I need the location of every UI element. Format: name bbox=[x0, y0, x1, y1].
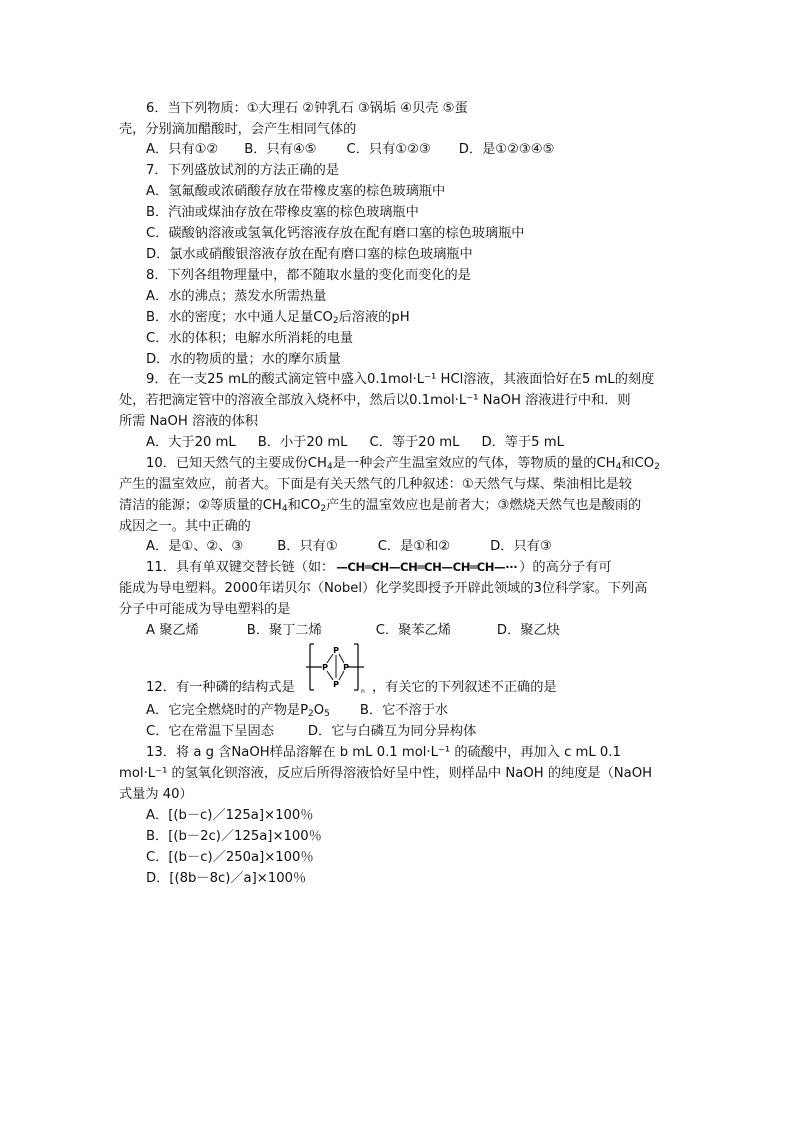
q10-option-a: A．是①、②、③ bbox=[146, 539, 244, 554]
subscript: 2 bbox=[308, 709, 314, 719]
q11-stem-line1 bbox=[146, 557, 612, 578]
q9-option-d: D．等于5 mL bbox=[481, 435, 564, 450]
q7-option-d: D．氯水或硝酸银溶液存放在配有磨口塞的棕色玻璃瓶中 bbox=[146, 247, 473, 262]
q8-option-b bbox=[146, 307, 410, 328]
q13-option-a: A．[(b－c)／125a]×100％ bbox=[146, 808, 314, 823]
q9-option-a: A．大于20 mL bbox=[146, 435, 236, 450]
q10-stem-line2: 产生的温室效应，前者大。下面是有关天然气的几种叙述：①天然气与煤、柴油相比是较 bbox=[119, 477, 632, 492]
q9-options bbox=[146, 432, 564, 453]
q8-option-d: D．水的物质的量；水的摩尔质量 bbox=[146, 352, 341, 367]
q11-option-a: A 聚乙烯 bbox=[146, 623, 199, 638]
q11-options bbox=[146, 620, 560, 641]
text: O bbox=[313, 703, 325, 718]
q13-stem-line1: 13．将 a g 含NaOH样品溶解在 b mL 0.1 mol·L⁻¹ 的硫酸中，再加入 c mL 0.1 bbox=[146, 745, 621, 760]
q6-option-b: B．只有④⑤ bbox=[244, 142, 317, 157]
p-atom-bottom: P bbox=[333, 680, 339, 689]
q6-stem-line2: 壳，分别滴加醋酸时，会产生相同气体的 bbox=[119, 122, 357, 137]
q13-option-b: B．[(b－2c)／125a]×100％ bbox=[146, 829, 322, 844]
q13-stem-line3: 式量为 40） bbox=[119, 787, 193, 802]
text: 10．已知天然气的主要成份CH bbox=[146, 456, 327, 471]
q9-stem-line3: 所需 NaOH 溶液的体积 bbox=[119, 414, 258, 429]
q12-option-c: C．它在常温下呈固态 bbox=[146, 724, 274, 739]
q11-stem-line2: 能成为导电塑料。2000年诺贝尔（Nobel）化学奖即授予开辟此领域的3位科学家。下列高 bbox=[119, 581, 648, 596]
phosphorus-polymer-structure bbox=[306, 642, 366, 694]
q12-stem-a: 12．有一种磷的结构式是 bbox=[146, 680, 295, 695]
q10-option-b: B．只有① bbox=[277, 539, 338, 554]
q12-option-b: B．它不溶于水 bbox=[359, 703, 449, 718]
q8-option-b-text-end: 后溶液的pH bbox=[338, 310, 410, 325]
q10-options bbox=[146, 536, 552, 557]
q10-option-c: C．是①和② bbox=[377, 539, 451, 554]
subscript: 5 bbox=[324, 709, 330, 719]
q12-option-a bbox=[146, 703, 330, 718]
q10-stem-line1 bbox=[146, 453, 660, 474]
q10-option-d: D．只有③ bbox=[490, 539, 552, 554]
q13-option-c: C．[(b－c)／250a]×100％ bbox=[146, 850, 314, 865]
q6-stem-line1: 6．当下列物质：①大理石 ②钟乳石 ③锅垢 ④贝壳 ⑤蛋 bbox=[146, 101, 468, 116]
text: 产生的温室效应也是前者大；③燃烧天然气也是酸雨的 bbox=[326, 498, 642, 513]
text: 和CO bbox=[621, 456, 655, 471]
q9-option-c: C．等于20 mL bbox=[369, 435, 460, 450]
q13-stem-line2: mol·L⁻¹ 的氢氧化钡溶液，反应后所得溶液恰好呈中性，则样品中 NaOH 的纯度是（NaOH bbox=[119, 766, 653, 781]
q8-stem: 8．下列各组物理量中，都不随取水量的变化而变化的是 bbox=[146, 268, 471, 283]
q11-stem-line3: 分子中可能成为导电塑料的是 bbox=[119, 602, 291, 617]
q7-option-c: C．碳酸钠溶液或氢氧化钙溶液存放在配有磨口塞的棕色玻璃瓶中 bbox=[146, 226, 525, 241]
q9-stem-line2: 处，若把滴定管中的溶液全部放入烧杯中，然后以0.1mol·L⁻¹ NaOH 溶液进行中和．则 bbox=[119, 393, 631, 408]
q7-option-a: A．氢氟酸或浓硝酸存放在带橡皮塞的棕色玻璃瓶中 bbox=[146, 184, 446, 199]
p-atom-top: P bbox=[333, 646, 339, 655]
text: ）的高分子有可 bbox=[519, 560, 612, 575]
q8-option-b-text: B．水的密度；水中通人足量CO bbox=[146, 310, 333, 325]
q9-option-b: B．小于20 mL bbox=[257, 435, 348, 450]
q11-option-d: D．聚乙炔 bbox=[496, 623, 560, 638]
subscript: 4 bbox=[615, 462, 622, 472]
subscript: 2 bbox=[654, 462, 660, 472]
q8-option-c: C．水的体积；电解水所消耗的电量 bbox=[146, 331, 354, 346]
text: 是一种会产生温室效应的气体，等物质的量的CH bbox=[332, 456, 616, 471]
q6-option-d: D．是①②③④⑤ bbox=[458, 142, 555, 157]
q8-option-a: A．水的沸点；蒸发水所需热量 bbox=[146, 289, 327, 304]
q6-option-a: A．只有①② bbox=[146, 142, 219, 157]
q11-option-c: C．聚苯乙烯 bbox=[375, 623, 451, 638]
q6-options bbox=[146, 139, 554, 160]
conjugated-chain-formula: —CH═CH—CH═CH—CH═CH—··· bbox=[336, 560, 518, 574]
q11-option-b: B．聚丁二烯 bbox=[246, 623, 322, 638]
subscript: 4 bbox=[326, 462, 333, 472]
subscript: 4 bbox=[281, 504, 288, 514]
q12-options-row1 bbox=[146, 700, 448, 721]
q9-stem-line1: 9．在一支25 mL的酸式滴定管中盛入0.1mol·L⁻¹ HCl溶液，其液面恰好在5 mL的刻度 bbox=[146, 372, 655, 387]
q10-stem-line3 bbox=[119, 495, 641, 516]
q12-stem-b: ，有关它的下列叙述不正确的是 bbox=[372, 680, 557, 695]
subscript: 2 bbox=[320, 504, 327, 514]
q7-option-b: B．汽油或煤油存放在带橡皮塞的棕色玻璃瓶中 bbox=[146, 205, 419, 220]
q12-options-row2 bbox=[146, 721, 476, 742]
repeat-n: n bbox=[361, 688, 365, 694]
subscript: 2 bbox=[332, 316, 339, 326]
p-atom-right: P bbox=[343, 663, 349, 672]
text: 和CO bbox=[287, 498, 321, 513]
q13-option-d: D．[(8b－8c)／a]×100％ bbox=[146, 871, 307, 886]
text: 11．具有单双键交替长链（如： bbox=[146, 560, 335, 575]
q7-stem: 7．下列盛放试剂的方法正确的是 bbox=[146, 163, 340, 178]
text: 清洁的能源；②等质量的CH bbox=[119, 498, 282, 513]
text: A．它完全燃烧时的产物是P bbox=[146, 703, 309, 718]
p-atom-left: P bbox=[322, 663, 328, 672]
q6-option-c: C．只有①②③ bbox=[346, 142, 431, 157]
q10-stem-line4: 成因之一。其中正确的 bbox=[119, 519, 251, 534]
q12-option-d: D．它与白磷互为同分异构体 bbox=[307, 724, 477, 739]
